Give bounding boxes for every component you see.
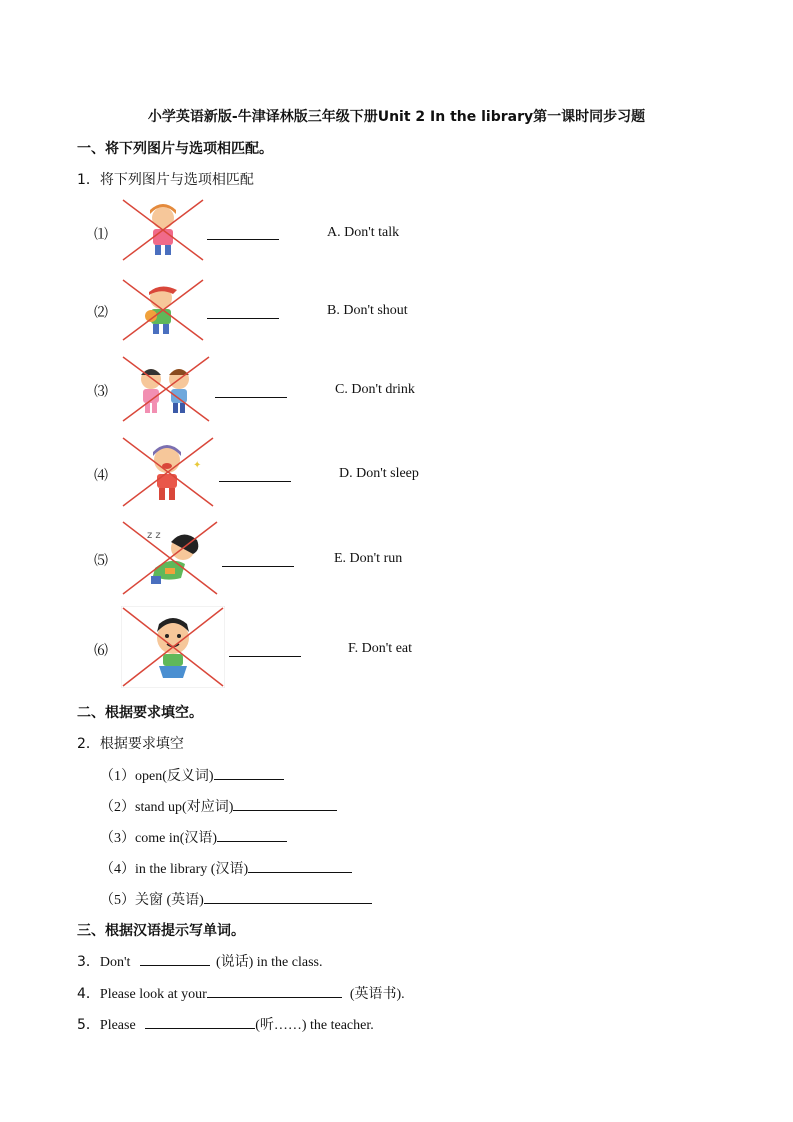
option-b: B. Don't shout	[327, 303, 408, 318]
picture-2	[121, 278, 205, 342]
picture-5	[121, 520, 219, 596]
answer-blank[interactable]	[219, 481, 291, 482]
fill-item-5: （5）关窗 (英语)	[100, 889, 372, 909]
question-2: 2．根据要求填空	[77, 736, 184, 752]
question-1: 1．将下列图片与选项相匹配	[77, 172, 254, 188]
picture-6	[121, 606, 225, 688]
answer-blank[interactable]	[140, 951, 210, 966]
answer-blank[interactable]	[222, 566, 294, 567]
picture-4	[121, 436, 215, 508]
question-5: 5．Please (听……) the teacher.	[77, 1014, 374, 1034]
fill-item-2: （2）stand up(对应词)	[100, 796, 337, 816]
svg-text:✦: ✦	[193, 460, 202, 471]
answer-blank[interactable]	[204, 889, 372, 904]
item-number: ⑵	[94, 305, 108, 321]
fill-item-3: （3）come in(汉语)	[100, 827, 287, 847]
answer-blank[interactable]	[248, 858, 352, 873]
answer-blank[interactable]	[207, 239, 279, 240]
fill-item-1: （1）open(反义词)	[100, 765, 284, 785]
answer-blank[interactable]	[215, 397, 287, 398]
option-c: C. Don't drink	[335, 382, 415, 397]
item-number: ⑹	[94, 643, 108, 659]
answer-blank[interactable]	[207, 318, 279, 319]
option-a: A. Don't talk	[327, 225, 400, 240]
page-title: 小学英语新版-牛津译林版三年级下册Unit 2 In the library第一课时同步习题	[147, 109, 646, 125]
answer-blank[interactable]	[229, 656, 301, 657]
item-number: ⑸	[94, 553, 108, 569]
option-e: E. Don't run	[334, 551, 403, 566]
answer-blank[interactable]	[145, 1014, 255, 1029]
question-4: 4．Please look at your (英语书).	[77, 983, 405, 1003]
fill-item-4: （4）in the library (汉语)	[100, 858, 352, 878]
item-number: ⑶	[94, 384, 108, 400]
picture-1	[121, 198, 205, 262]
item-number: ⑷	[94, 468, 108, 484]
option-f: F. Don't eat	[348, 641, 413, 656]
answer-blank[interactable]	[233, 796, 337, 811]
picture-3	[121, 355, 211, 423]
item-number: ⑴	[94, 227, 108, 243]
svg-text:z z: z z	[147, 530, 161, 541]
answer-blank[interactable]	[207, 983, 342, 998]
answer-blank[interactable]	[217, 827, 287, 842]
section-3-heading: 三、根据汉语提示写单词。	[77, 923, 245, 939]
option-d: D. Don't sleep	[339, 466, 419, 481]
question-3: 3．Don't (说话) in the class.	[77, 951, 322, 971]
section-2-heading: 二、根据要求填空。	[77, 705, 203, 721]
answer-blank[interactable]	[214, 765, 284, 780]
section-1-heading: 一、将下列图片与选项相匹配。	[77, 141, 273, 157]
